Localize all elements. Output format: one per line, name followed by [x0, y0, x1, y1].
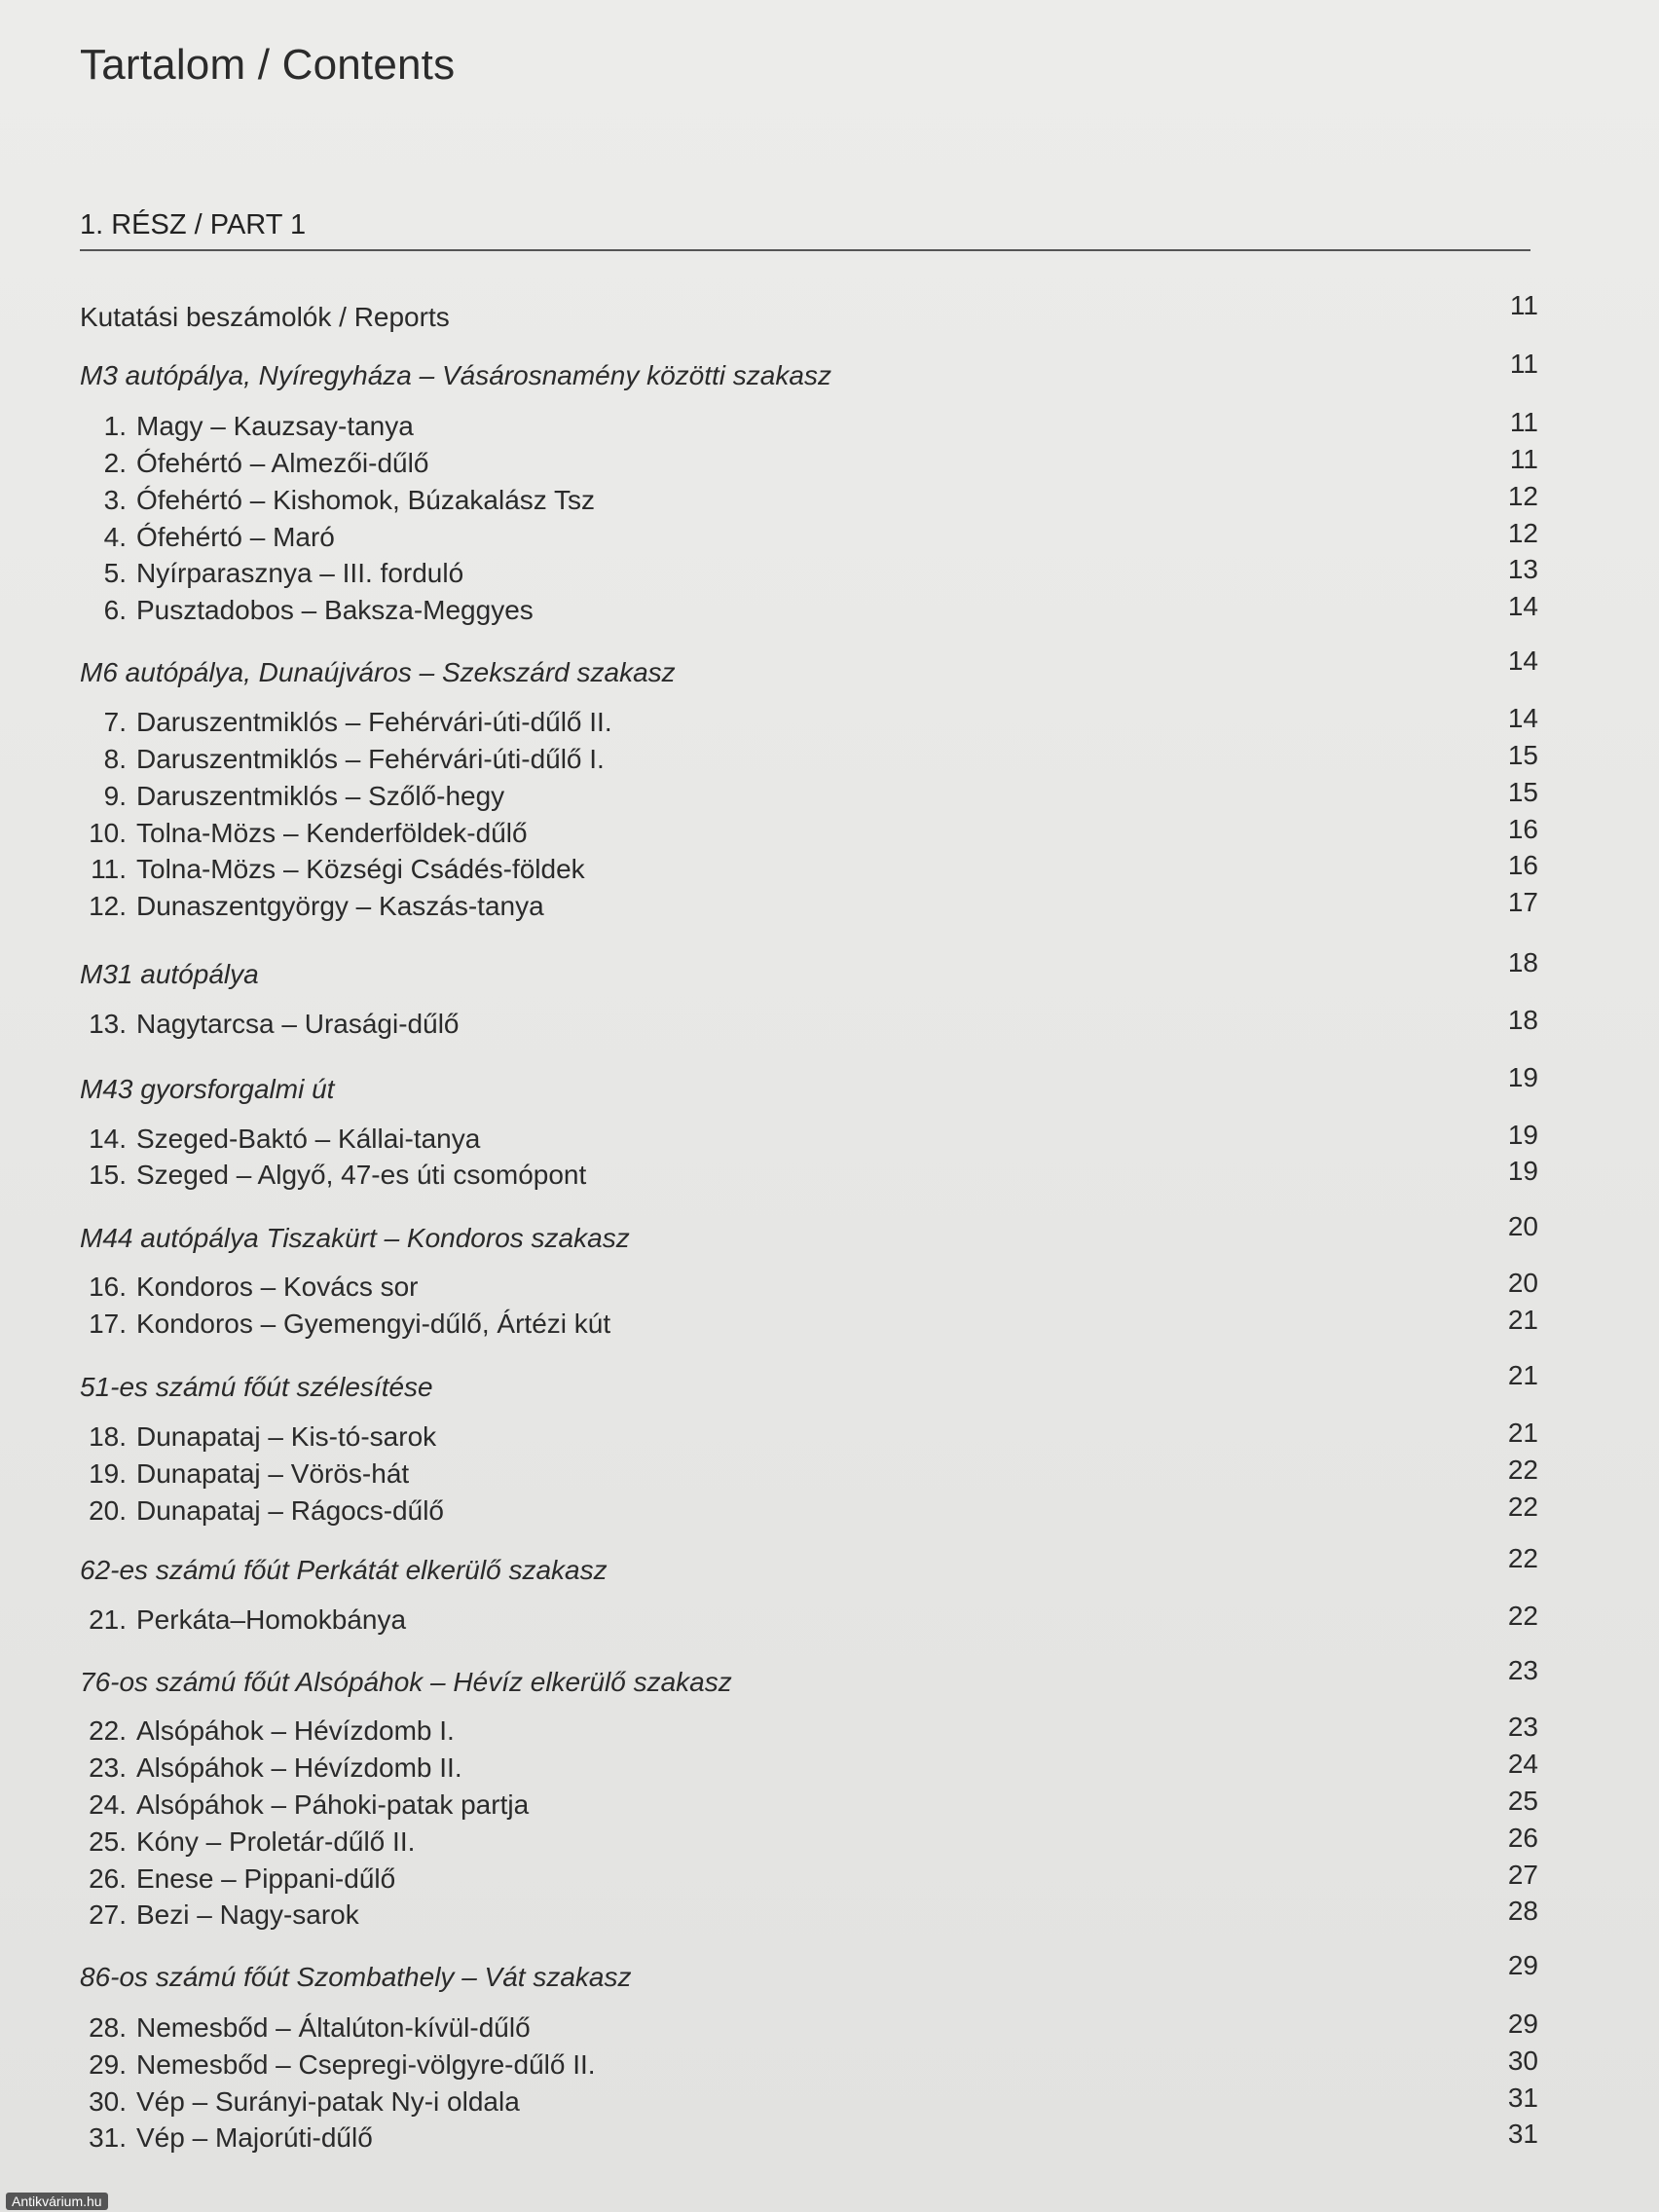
- toc-entry-number: 15.: [89, 1160, 127, 1190]
- toc-label: Daruszentmiklós – Fehérvári-úti-dűlő II.: [136, 707, 612, 737]
- toc-label: M31 autópálya: [80, 959, 259, 989]
- toc-entry: [78, 411, 414, 442]
- toc-page-number: 13: [1507, 554, 1538, 584]
- toc-page-number: 19: [1507, 1120, 1538, 1150]
- toc-label: Nemesbőd – Általúton-kívül-dűlő: [136, 2012, 531, 2043]
- toc-entry-number: 21.: [89, 1604, 127, 1635]
- toc-entry: [78, 1863, 395, 1895]
- toc-entry-number: 19.: [89, 1458, 127, 1489]
- toc-entry-number: 16.: [89, 1272, 127, 1302]
- toc-label: Daruszentmiklós – Fehérvári-úti-dűlő I.: [136, 744, 605, 774]
- toc-entry-number: 22.: [89, 1715, 127, 1746]
- toc-entry-number: 13.: [89, 1009, 127, 1039]
- toc-section-heading: [80, 1962, 632, 1993]
- toc-label: Ófehértó – Maró: [136, 522, 335, 552]
- toc-entry-number: 6.: [103, 595, 127, 625]
- toc-label: Magy – Kauzsay-tanya: [136, 411, 414, 441]
- toc-label: Vép – Surányi-patak Ny-i oldala: [136, 2086, 520, 2117]
- toc-page-number: 30: [1507, 2046, 1538, 2076]
- toc-entry: [78, 707, 612, 738]
- toc-label: Dunapataj – Rágocs-dűlő: [136, 1495, 444, 1526]
- toc-label: Nyírparasznya – III. forduló: [136, 558, 464, 588]
- toc-entry-number: 17.: [89, 1309, 127, 1339]
- toc-entry-number: 27.: [89, 1899, 127, 1930]
- toc-label: M6 autópálya, Dunaújváros – Szekszárd szakasz: [80, 657, 676, 687]
- toc-page-number: 21: [1507, 1360, 1538, 1390]
- toc-label: 76-os számú főút Alsópáhok – Hévíz elkerülő szakasz: [80, 1667, 732, 1697]
- toc-entry-number: 26.: [89, 1863, 127, 1894]
- toc-label: Nagytarcsa – Urasági-dűlő: [136, 1009, 460, 1039]
- toc-section-heading: [80, 959, 259, 990]
- toc-entry-number: 20.: [89, 1495, 127, 1526]
- toc-label: Alsópáhok – Hévízdomb I.: [136, 1715, 455, 1746]
- toc-entry-number: 11.: [91, 854, 127, 884]
- toc-page-number: 21: [1507, 1305, 1538, 1335]
- watermark: Antikvárium.hu: [6, 2193, 108, 2210]
- toc-page-number: 22: [1507, 1543, 1538, 1573]
- toc-page-number: 23: [1507, 1712, 1538, 1742]
- toc-entry: [78, 2086, 520, 2118]
- toc-entry-number: 7.: [103, 707, 127, 737]
- toc-entry: [78, 1458, 409, 1490]
- toc-page-number: 22: [1507, 1601, 1538, 1631]
- toc-page-number: 29: [1507, 1950, 1538, 1980]
- toc-label: Bezi – Nagy-sarok: [136, 1899, 359, 1930]
- toc-page-number: 28: [1507, 1896, 1538, 1926]
- toc-entry: [78, 448, 428, 479]
- toc-entry: [78, 1789, 529, 1821]
- toc-label: Tolna-Mözs – Kenderföldek-dűlő: [136, 818, 528, 848]
- toc-page-number: 27: [1507, 1860, 1538, 1890]
- toc-label: Pusztadobos – Baksza-Meggyes: [136, 595, 534, 625]
- toc-section-heading: [80, 1555, 608, 1586]
- toc-label: 86-os számú főút Szombathely – Vát szakasz: [80, 1962, 632, 1992]
- toc-entry: [78, 1009, 460, 1040]
- toc-entry: [78, 1272, 419, 1303]
- toc-page-number: 31: [1507, 2083, 1538, 2113]
- toc-entry-number: 30.: [89, 2086, 127, 2117]
- toc-page-number: 22: [1507, 1455, 1538, 1485]
- toc-label: 62-es számú főút Perkátát elkerülő szakasz: [80, 1555, 608, 1585]
- toc-entry-number: 31.: [89, 2122, 127, 2153]
- toc-page-number: 31: [1507, 2119, 1538, 2149]
- toc-entry-number: 12.: [89, 891, 127, 921]
- part-heading: 1. RÉSZ / PART 1: [80, 209, 307, 240]
- toc-section-heading: [80, 1223, 630, 1254]
- toc-section-heading: [80, 1372, 433, 1403]
- toc-label: M44 autópálya Tiszakürt – Kondoros szakasz: [80, 1223, 630, 1253]
- toc-entry: [78, 1752, 462, 1784]
- toc-page-number: 24: [1507, 1749, 1538, 1779]
- toc-section-heading: [80, 302, 450, 333]
- toc-entry-number: 3.: [103, 485, 127, 515]
- toc-page-number: 20: [1507, 1268, 1538, 1298]
- toc-section-heading: [80, 657, 676, 688]
- toc-label: Alsópáhok – Hévízdomb II.: [136, 1752, 462, 1783]
- toc-entry-number: 9.: [103, 781, 127, 811]
- toc-label: Kutatási beszámolók / Reports: [80, 302, 450, 332]
- toc-entry: [78, 744, 605, 775]
- toc-page-number: 20: [1507, 1211, 1538, 1241]
- toc-page-number: 14: [1507, 591, 1538, 621]
- toc-page-number: 15: [1507, 777, 1538, 807]
- toc-label: 51-es számú főút szélesítése: [80, 1372, 433, 1402]
- toc-page-number: 11: [1509, 407, 1538, 437]
- toc-entry-number: 24.: [89, 1789, 127, 1820]
- toc-entry: [78, 854, 585, 885]
- toc-entry: [78, 1495, 444, 1527]
- toc-entry-number: 1.: [103, 411, 127, 441]
- toc-page-number: 11: [1509, 349, 1538, 379]
- toc-label: Nemesbőd – Csepregi-völgyre-dűlő II.: [136, 2049, 596, 2080]
- toc-entry: [78, 1826, 415, 1858]
- toc-page-number: 11: [1509, 444, 1538, 474]
- toc-entry: [78, 595, 534, 626]
- toc-page-number: 19: [1507, 1156, 1538, 1186]
- toc-entry-number: 29.: [89, 2049, 127, 2080]
- toc-entry-number: 4.: [103, 522, 127, 552]
- toc-entry-number: 8.: [103, 744, 127, 774]
- toc-label: Kóny – Proletár-dűlő II.: [136, 1826, 416, 1857]
- toc-label: Enese – Pippani-dűlő: [136, 1863, 396, 1894]
- toc-page-number: 23: [1507, 1655, 1538, 1685]
- toc-entry: [78, 1604, 406, 1636]
- toc-entry: [78, 1160, 586, 1191]
- toc-page-number: 14: [1507, 703, 1538, 733]
- toc-page-number: 16: [1507, 850, 1538, 880]
- toc-page-number: 11: [1509, 290, 1538, 320]
- toc-page-number: 18: [1507, 947, 1538, 977]
- toc-entry-number: 23.: [89, 1752, 127, 1783]
- toc-entry: [78, 485, 595, 516]
- toc-label: Perkáta–Homokbánya: [136, 1604, 407, 1635]
- heading-rule: [80, 249, 1530, 251]
- toc-entry: [78, 1899, 359, 1931]
- toc-entry: [78, 781, 504, 812]
- toc-page-number: 12: [1507, 518, 1538, 548]
- toc-entry: [78, 522, 335, 553]
- toc-label: M43 gyorsforgalmi út: [80, 1074, 335, 1104]
- toc-label: Dunapataj – Kis-tó-sarok: [136, 1421, 437, 1452]
- toc-entry: [78, 1421, 436, 1453]
- toc-page-number: 15: [1507, 740, 1538, 770]
- toc-label: Ófehértó – Almezői-dűlő: [136, 448, 429, 478]
- toc-entry: [78, 2012, 531, 2044]
- toc-entry: [78, 1715, 455, 1747]
- toc-label: Szeged-Baktó – Kállai-tanya: [136, 1124, 481, 1154]
- toc-page-number: 21: [1507, 1418, 1538, 1448]
- toc-entry-number: 28.: [89, 2012, 127, 2043]
- toc-section-heading: [80, 360, 831, 391]
- toc-label: Kondoros – Kovács sor: [136, 1272, 419, 1302]
- toc-page-number: 17: [1507, 887, 1538, 917]
- toc-entry-number: 2.: [103, 448, 127, 478]
- toc-entry-number: 10.: [89, 818, 127, 848]
- toc-entry: [78, 2122, 373, 2154]
- toc-section-heading: [80, 1074, 334, 1105]
- toc-label: Daruszentmiklós – Szőlő-hegy: [136, 781, 505, 811]
- toc-page-number: 16: [1507, 814, 1538, 844]
- toc-page-number: 25: [1507, 1786, 1538, 1816]
- toc-entry-number: 14.: [89, 1124, 127, 1154]
- toc-label: M3 autópálya, Nyíregyháza – Vásárosnamény közötti szakasz: [80, 360, 831, 390]
- toc-label: Ófehértó – Kishomok, Búzakalász Tsz: [136, 485, 596, 515]
- toc-label: Dunaszentgyörgy – Kaszás-tanya: [136, 891, 544, 921]
- toc-page-number: 19: [1507, 1062, 1538, 1092]
- toc-page-number: 14: [1507, 645, 1538, 676]
- toc-entry: [78, 818, 528, 849]
- toc-entry-number: 25.: [89, 1826, 127, 1857]
- toc-label: Tolna-Mözs – Községi Csádés-földek: [136, 854, 585, 884]
- toc-section-heading: [80, 1667, 732, 1698]
- toc-label: Alsópáhok – Páhoki-patak partja: [136, 1789, 530, 1820]
- toc-entry: [78, 558, 463, 589]
- toc-label: Dunapataj – Vörös-hát: [136, 1458, 410, 1489]
- toc-entry: [78, 2049, 596, 2081]
- toc-entry-number: 18.: [89, 1421, 127, 1452]
- toc-label: Kondoros – Gyemengyi-dűlő, Ártézi kút: [136, 1309, 611, 1339]
- toc-page-number: 29: [1507, 2009, 1538, 2039]
- toc-entry-number: 5.: [103, 558, 127, 588]
- toc-entry: [78, 1309, 610, 1340]
- toc-page-number: 12: [1507, 481, 1538, 511]
- toc-entry: [78, 1124, 480, 1155]
- toc-entry: [78, 891, 544, 922]
- toc-page-number: 22: [1507, 1492, 1538, 1522]
- toc-page-number: 26: [1507, 1823, 1538, 1853]
- toc-label: Vép – Majorúti-dűlő: [136, 2122, 373, 2153]
- toc-page-number: 18: [1507, 1005, 1538, 1035]
- page-title: Tartalom / Contents: [80, 41, 456, 89]
- toc-label: Szeged – Algyő, 47-es úti csomópont: [136, 1160, 587, 1190]
